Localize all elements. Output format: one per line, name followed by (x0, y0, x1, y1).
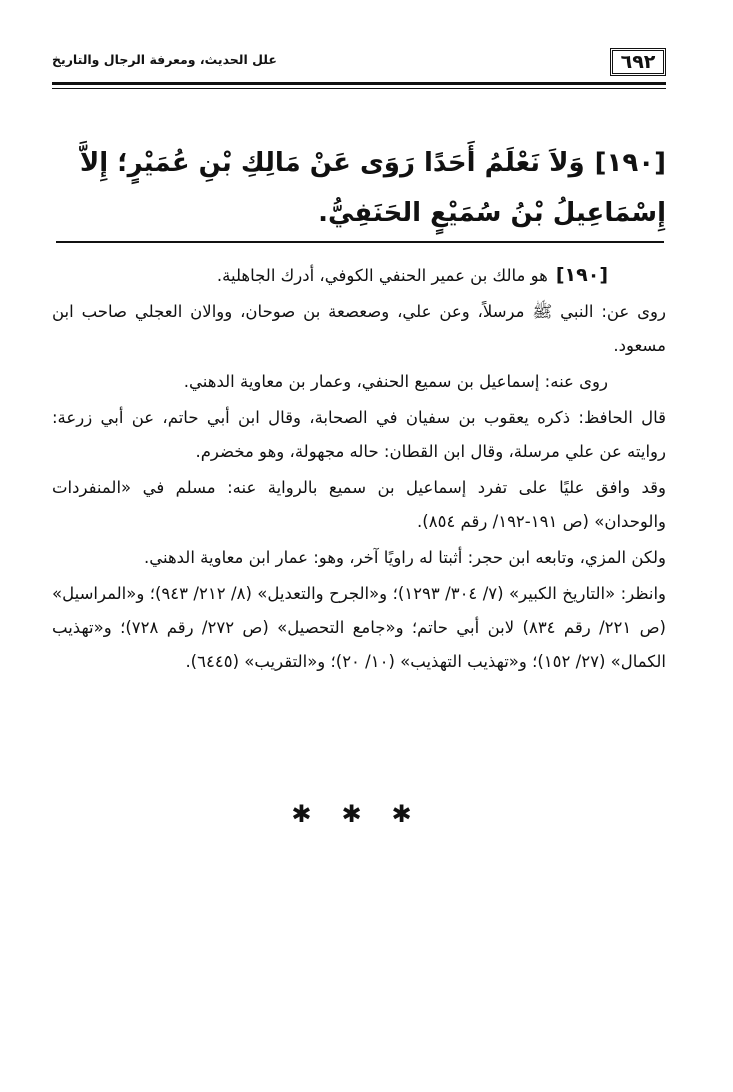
commentary-paragraph: [١٩٠]هو مالك بن عمير الحنفي الكوفي، أدرك الجاهلية. (216, 264, 608, 286)
footnote-separator (56, 241, 664, 243)
header-rule-thick (52, 82, 666, 85)
commentary-paragraph: وانظر: «التاريخ الكبير» (٧/ ٣٠٤/ ١٢٩٣)؛ و«الجرح والتعديل» (٨/ ٢١٢/ ٩٤٣)؛ و«المراسيل» (ص ٢٢١/ رقم ٨٣٤) لابن أبي حاتم؛ و«جامع التحصيل» (ص ٢٧٢/ رقم ٧٢٨)؛ و«تهذيب الكمال» (٢٧/ ١٥٢)؛ و«تهذيب التهذيب» (١٠/ ٢٠)؛ و«التقريب» (٦٤٤٥). (52, 584, 666, 671)
running-title: علل الحديث، ومعرفة الرجال والتاريخ (52, 52, 277, 67)
section-end-stars: ✱✱✱ (291, 800, 442, 828)
commentary-entry-number: [١٩٠] (555, 264, 608, 286)
matn-text: وَلاَ نَعْلَمُ أَحَدًا رَوَى عَنْ مَالِكِ بْنِ عُمَيْرٍ؛ إِلاَّ إِسْمَاعِيلُ بْنُ سُمَيْعٍ الحَنَفِيُّ. (79, 148, 666, 228)
header-rule-thin (52, 88, 666, 89)
commentary-paragraph: وقد وافق عليًا على تفرد إسماعيل بن سميع بالرواية عنه: مسلم في «المنفردات والوحدان» (ص ١٩١-١٩٢/ رقم ٨٥٤). (52, 478, 666, 531)
commentary (52, 258, 666, 681)
commentary-paragraph: روى عن: النبي ﷺ مرسلاً، وعن علي، وصعصعة بن صوحان، ووالان العجلي صاحب ابن مسعود. (52, 302, 666, 355)
commentary-paragraph: روى عنه: إسماعيل بن سميع الحنفي، وعمار بن معاوية الدهني. (183, 372, 608, 391)
page-header (52, 48, 666, 82)
commentary-paragraph: ولكن المزي، وتابعه ابن حجر: أثبتا له راويًا آخر، وهو: عمار ابن معاوية الدهني. (143, 548, 666, 567)
matn-entry-number: [١٩٠] (594, 148, 666, 178)
main-text (52, 138, 666, 238)
commentary-paragraph: قال الحافظ: ذكره يعقوب بن سفيان في الصحابة، وقال ابن أبي حاتم، عن أبي زرعة: روايته عن علي مرسلة، وقال ابن القطان: حاله مجهولة، وهو مخضرم. (52, 408, 666, 461)
page-number: ٦٩٢ (610, 48, 666, 76)
